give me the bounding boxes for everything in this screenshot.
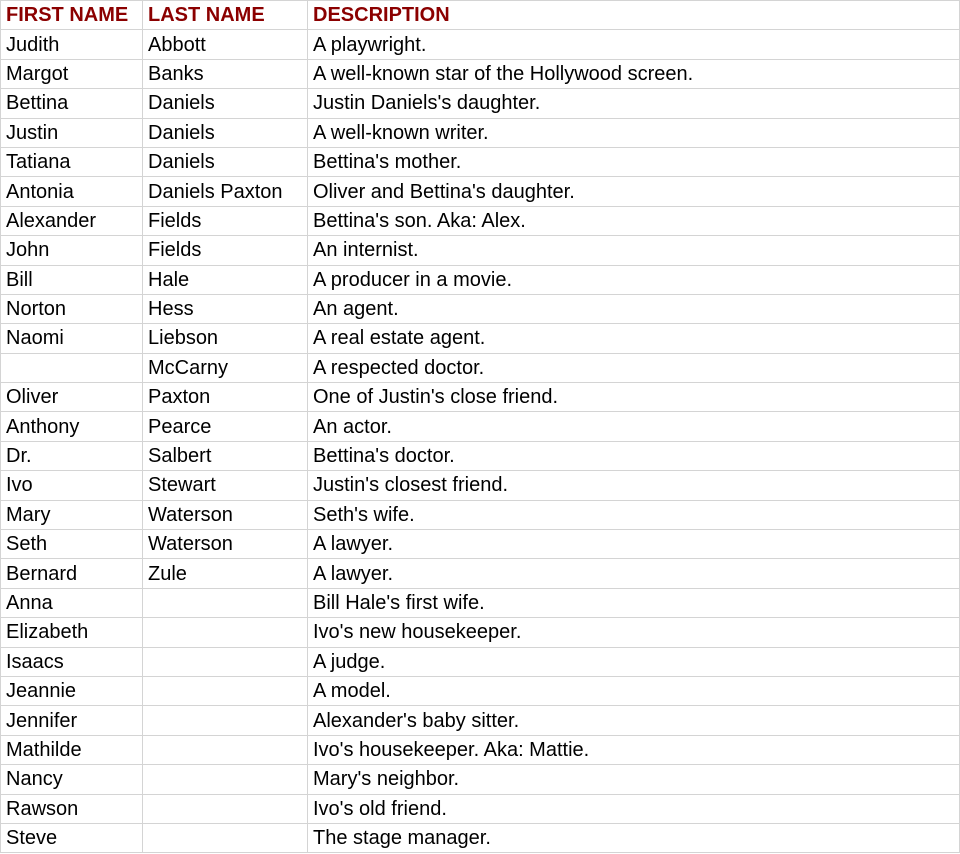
description-cell[interactable]: Oliver and Bettina's daughter. — [308, 177, 960, 206]
table-row — [1, 206, 960, 235]
table-body — [1, 30, 960, 853]
last-name-cell[interactable] — [143, 588, 308, 617]
table-row — [1, 735, 960, 764]
first-name-cell[interactable]: Anthony — [1, 412, 143, 441]
last-name-cell[interactable]: Stewart — [143, 471, 308, 500]
description-cell[interactable]: An internist. — [308, 236, 960, 265]
header-description[interactable]: DESCRIPTION — [308, 1, 960, 30]
last-name-cell[interactable]: Abbott — [143, 30, 308, 59]
description-cell[interactable]: The stage manager. — [308, 823, 960, 852]
first-name-cell[interactable]: Dr. — [1, 441, 143, 470]
table-row — [1, 794, 960, 823]
table-row — [1, 500, 960, 529]
last-name-cell[interactable] — [143, 735, 308, 764]
last-name-cell[interactable]: Waterson — [143, 500, 308, 529]
description-cell[interactable]: Bill Hale's first wife. — [308, 588, 960, 617]
last-name-cell[interactable]: Fields — [143, 236, 308, 265]
description-cell[interactable]: A respected doctor. — [308, 353, 960, 382]
first-name-cell[interactable]: Bettina — [1, 89, 143, 118]
last-name-cell[interactable]: Liebson — [143, 324, 308, 353]
first-name-cell[interactable]: Jennifer — [1, 706, 143, 735]
first-name-cell[interactable]: Mathilde — [1, 735, 143, 764]
first-name-cell[interactable]: Antonia — [1, 177, 143, 206]
last-name-cell[interactable] — [143, 794, 308, 823]
description-cell[interactable]: Ivo's new housekeeper. — [308, 618, 960, 647]
table-row — [1, 530, 960, 559]
table-row — [1, 588, 960, 617]
description-cell[interactable]: A well-known writer. — [308, 118, 960, 147]
first-name-cell[interactable]: Norton — [1, 294, 143, 323]
last-name-cell[interactable]: Pearce — [143, 412, 308, 441]
description-cell[interactable]: One of Justin's close friend. — [308, 383, 960, 412]
table-row — [1, 559, 960, 588]
last-name-cell[interactable]: Banks — [143, 59, 308, 88]
table-row — [1, 265, 960, 294]
table-row — [1, 765, 960, 794]
last-name-cell[interactable]: Daniels — [143, 147, 308, 176]
description-cell[interactable]: A lawyer. — [308, 559, 960, 588]
table-row — [1, 412, 960, 441]
first-name-cell[interactable]: Margot — [1, 59, 143, 88]
first-name-cell[interactable]: Isaacs — [1, 647, 143, 676]
last-name-cell[interactable] — [143, 676, 308, 705]
first-name-cell[interactable]: Nancy — [1, 765, 143, 794]
table-row — [1, 618, 960, 647]
first-name-cell[interactable]: Steve — [1, 823, 143, 852]
table-row — [1, 823, 960, 852]
table-row — [1, 294, 960, 323]
first-name-cell[interactable]: Ivo — [1, 471, 143, 500]
first-name-cell[interactable]: Bernard — [1, 559, 143, 588]
description-cell[interactable]: A real estate agent. — [308, 324, 960, 353]
last-name-cell[interactable]: Daniels Paxton — [143, 177, 308, 206]
last-name-cell[interactable] — [143, 706, 308, 735]
last-name-cell[interactable]: Waterson — [143, 530, 308, 559]
description-cell[interactable]: Bettina's doctor. — [308, 441, 960, 470]
last-name-cell[interactable]: Paxton — [143, 383, 308, 412]
first-name-cell[interactable]: Bill — [1, 265, 143, 294]
table-row — [1, 441, 960, 470]
table-row — [1, 147, 960, 176]
first-name-cell[interactable]: Elizabeth — [1, 618, 143, 647]
last-name-cell[interactable] — [143, 618, 308, 647]
description-cell[interactable]: A lawyer. — [308, 530, 960, 559]
first-name-cell[interactable]: Mary — [1, 500, 143, 529]
first-name-cell[interactable]: Judith — [1, 30, 143, 59]
last-name-cell[interactable]: Zule — [143, 559, 308, 588]
table-header — [1, 1, 960, 30]
first-name-cell[interactable]: Oliver — [1, 383, 143, 412]
first-name-cell[interactable]: Jeannie — [1, 676, 143, 705]
table-row — [1, 236, 960, 265]
table-row — [1, 118, 960, 147]
table-row — [1, 706, 960, 735]
description-cell[interactable]: Bettina's son. Aka: Alex. — [308, 206, 960, 235]
description-cell[interactable]: Bettina's mother. — [308, 147, 960, 176]
description-cell[interactable]: A model. — [308, 676, 960, 705]
header-row — [1, 1, 960, 30]
table-row — [1, 324, 960, 353]
first-name-cell[interactable]: Justin — [1, 118, 143, 147]
description-cell[interactable]: Alexander's baby sitter. — [308, 706, 960, 735]
first-name-cell[interactable] — [1, 353, 143, 382]
description-cell[interactable]: An actor. — [308, 412, 960, 441]
description-cell[interactable]: A well-known star of the Hollywood screen. — [308, 59, 960, 88]
description-cell[interactable]: A judge. — [308, 647, 960, 676]
description-cell[interactable]: Justin Daniels's daughter. — [308, 89, 960, 118]
description-cell[interactable]: A producer in a movie. — [308, 265, 960, 294]
first-name-cell[interactable]: John — [1, 236, 143, 265]
first-name-cell[interactable]: Alexander — [1, 206, 143, 235]
table-row — [1, 647, 960, 676]
last-name-cell[interactable]: Hale — [143, 265, 308, 294]
description-cell[interactable]: A playwright. — [308, 30, 960, 59]
last-name-cell[interactable]: Daniels — [143, 89, 308, 118]
last-name-cell[interactable] — [143, 765, 308, 794]
first-name-cell[interactable]: Naomi — [1, 324, 143, 353]
header-first-name[interactable]: FIRST NAME — [1, 1, 143, 30]
first-name-cell[interactable]: Rawson — [1, 794, 143, 823]
last-name-cell[interactable]: Hess — [143, 294, 308, 323]
last-name-cell[interactable]: Fields — [143, 206, 308, 235]
first-name-cell[interactable]: Seth — [1, 530, 143, 559]
table-row — [1, 383, 960, 412]
description-cell[interactable]: Seth's wife. — [308, 500, 960, 529]
table-row — [1, 471, 960, 500]
first-name-cell[interactable]: Tatiana — [1, 147, 143, 176]
table-row — [1, 59, 960, 88]
last-name-cell[interactable] — [143, 647, 308, 676]
table-row — [1, 676, 960, 705]
first-name-cell[interactable]: Anna — [1, 588, 143, 617]
table-row — [1, 89, 960, 118]
header-last-name[interactable]: LAST NAME — [143, 1, 308, 30]
last-name-cell[interactable]: Salbert — [143, 441, 308, 470]
description-cell[interactable]: Justin's closest friend. — [308, 471, 960, 500]
last-name-cell[interactable]: McCarny — [143, 353, 308, 382]
description-cell[interactable]: Ivo's old friend. — [308, 794, 960, 823]
last-name-cell[interactable]: Daniels — [143, 118, 308, 147]
description-cell[interactable]: Mary's neighbor. — [308, 765, 960, 794]
description-cell[interactable]: Ivo's housekeeper. Aka: Mattie. — [308, 735, 960, 764]
description-cell[interactable]: An agent. — [308, 294, 960, 323]
table-row — [1, 353, 960, 382]
last-name-cell[interactable] — [143, 823, 308, 852]
table-row — [1, 30, 960, 59]
table-row — [1, 177, 960, 206]
